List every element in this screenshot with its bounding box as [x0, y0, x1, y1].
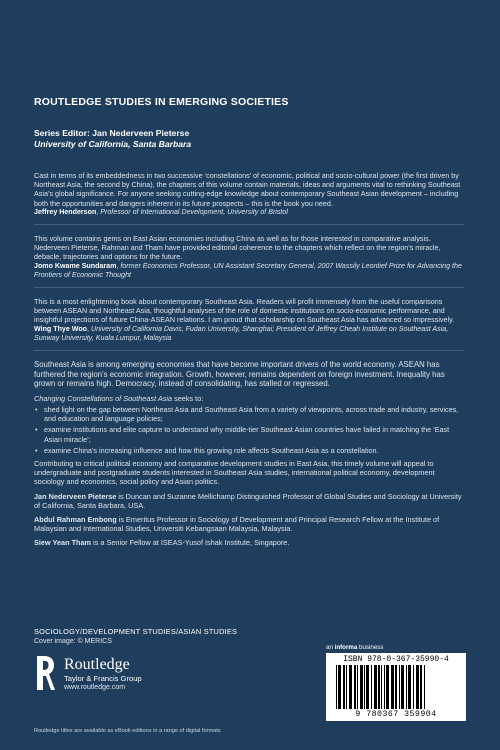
endorsement-attribution: Jomo Kwame Sundaram, former Economics Professor, UN Assistant Secretary General, 2007 Wassily Leontief Prize for Advancing the Frontiers of Economic Thought	[34, 261, 462, 279]
barcode-bar	[413, 665, 414, 709]
description-lead: Southeast Asia is among emerging economies that have become important drivers of the world economy. ASEAN has furthered the region’s economic integration. Growth, however, remains dependent on foreign investment. Inequality has grown or remains high. Democracy, instead of consolidating, has stalled or regressed.	[34, 360, 445, 389]
endorsement-text: Cast in terms of its embeddedness in two successive ‘constellations’ of economic, political and socio-cultural power (the first driven by Northeast Asia, the second by China), the chapters of this volume contain materials, ideas and arguments vital to rethinking Southeast Asia’s global significance. For anyone seeking cutting-edge knowledge about contemporary Southeast Asian development – including both the opportunities and dangers inherent in its future prospects – this is the book you need.	[34, 171, 461, 208]
barcode-bar	[399, 665, 400, 709]
barcode-bar	[381, 665, 382, 709]
barcode-bar	[371, 665, 372, 709]
endorsement-text: This volume contains gems on East Asian economies including China as well as for those interested in comparative analysis. Nederveen Pieterse, Rahman and Tham have provided editorial coherence to the chapters which reflect on the region’s miracle, debacle, trajectories and options for the future.	[34, 234, 441, 262]
barcode-bar	[391, 665, 394, 709]
barcode-bar	[406, 665, 407, 709]
endorser-name: Wing Thye Woo	[34, 324, 88, 333]
barcode-bar	[384, 665, 385, 709]
endorsement-attribution: Jeffrey Henderson, Professor of International Development, University of Bristol	[34, 207, 288, 216]
series-title: ROUTLEDGE STUDIES IN EMERGING SOCIETIES	[34, 96, 289, 108]
barcode-bar	[338, 665, 341, 709]
publisher-group: Taylor & Francis Group	[64, 674, 142, 683]
description-closing: Contributing to critical political economy and comparative development studies in East Asia, this timely volume will appeal to undergraduate and postgraduate students interested in Southeast Asia studies, international political economy, development sociology and economics, social policy and Asian politics.	[34, 459, 435, 487]
barcode-bar	[395, 665, 397, 709]
informa-prefix: an	[326, 644, 335, 651]
barcode-bar	[346, 665, 347, 709]
bio	[34, 538, 464, 547]
aims-list	[34, 405, 464, 455]
barcode-bar	[357, 665, 358, 709]
list-item: • shed light on the gap between Northeast Asia and Southeast Asia from a variety of viewpoints, across trade and industry, services, and education and language policies;	[44, 405, 464, 423]
endorser-role: former Economics Professor, UN Assistant Secretary General, 2007 Wassily Leontief Prize for Advancing the Frontiers of Economic Thought	[34, 261, 462, 279]
barcode-bar	[360, 665, 363, 709]
bio-name: Abdul Rahman Embong	[34, 515, 117, 525]
endorsement-attribution: Wing Thye Woo, University of California Davis, Fudan University, Shanghai; President of Jeffrey Cheah Institute on Southeast Asia, Sunway University, Kuala Lumpur, Malaysia	[34, 324, 449, 342]
barcode-bar	[424, 665, 425, 709]
list-item: • examine institutions and elite capture to understand why middle-tier Southeast Asian countries have failed in matching the ‘East Asian miracle’;	[44, 425, 464, 443]
subject-categories: SOCIOLOGY/DEVELOPMENT STUDIES/ASIAN STUDIES	[34, 627, 238, 636]
isbn-label: ISBN 978-0-367-35990-4	[343, 655, 449, 664]
bio-text: is a Senior Fellow at ISEAS-Yusof Ishak Institute, Singapore.	[91, 538, 290, 548]
series-editor	[34, 128, 191, 150]
ebook-note: Routledge titles are available as eBook editions in a range of digital formats	[34, 728, 221, 734]
barcode-number: 9 780367 359904	[355, 710, 437, 719]
endorsement-text: This is a most enlightening book about contemporary Southeast Asia. Readers will profit immensely from the useful comparisons between ASEAN and Northeast Asia, thoughtful analyses of the role of domestic institutions on socio-economic performance, and insightful projections of future China-ASEAN relations. I am proud that scholarship on Southeast Asia has advanced so impressively.	[34, 297, 455, 325]
bio-name: Jan Nederveen Pieterse	[34, 491, 117, 501]
informa-suffix: business	[357, 644, 384, 651]
barcode-bars	[334, 665, 458, 709]
bio	[34, 492, 464, 510]
book-description	[34, 360, 464, 548]
barcode-bar	[343, 665, 345, 709]
informa-tagline	[326, 644, 383, 651]
bio-name: Siew Yean Tham	[34, 538, 92, 548]
description-intro	[34, 394, 464, 403]
bio-text: is Emeritus Professor in Sociology of Development and Principal Research Fellow at the Institute of Malaysian and International Studies, Universiti Kebangsaan Malaysia, Malaysia.	[34, 515, 440, 534]
endorsement	[34, 234, 464, 288]
informa-brand: informa	[334, 644, 358, 651]
series-editor-name: Series Editor: Jan Nederveen Pieterse	[34, 128, 190, 138]
book-title-italic: Changing Constellations of Southeast Asia	[34, 393, 173, 403]
barcode-bar	[374, 665, 377, 709]
barcode-bar	[336, 665, 337, 709]
publisher-url[interactable]: www.routledge.com	[64, 684, 126, 691]
series-editor-affiliation: University of California, Santa Barbara	[34, 139, 192, 149]
bio	[34, 515, 464, 533]
barcode-bar	[349, 665, 352, 709]
barcode-bar	[354, 665, 356, 709]
bio-text: is Duncan and Suzanne Mellichamp Distinguished Professor of Global Studies and Sociology at University of California, Santa Barbara, USA.	[34, 491, 462, 510]
barcode-bar	[364, 665, 365, 709]
endorser-role: Professor of International Development, University of Bristol	[100, 207, 288, 216]
barcode-bar	[416, 665, 419, 709]
barcode-bar	[420, 665, 422, 709]
list-item: • examine China’s increasing influence and how this growing role affects Southeast Asia as a constellation.	[44, 446, 464, 455]
endorser-name: Jeffrey Henderson	[34, 207, 97, 216]
intro-suffix: seeks to:	[172, 393, 204, 403]
editor-bios	[34, 492, 464, 548]
endorsement	[34, 297, 464, 351]
barcode-bar	[366, 665, 369, 709]
routledge-logo-icon	[34, 654, 56, 692]
endorser-role: University of California Davis, Fudan University, Shanghai; President of Jeffrey Cheah Institute on Southeast Asia, Sunway University, Kuala Lumpur, Malaysia	[34, 324, 449, 342]
publisher-name: Routledge	[64, 656, 130, 673]
barcode-bar	[386, 665, 389, 709]
isbn-barcode	[326, 653, 466, 721]
endorsement	[34, 171, 464, 225]
endorser-name: Jomo Kwame Sundaram	[34, 261, 117, 270]
barcode-bar	[401, 665, 404, 709]
publisher-logo	[34, 652, 184, 694]
cover-image-credit: Cover image: © MERICS	[34, 638, 112, 645]
barcode-bar	[378, 665, 380, 709]
cover-text	[34, 171, 464, 553]
barcode-bar	[408, 665, 411, 709]
